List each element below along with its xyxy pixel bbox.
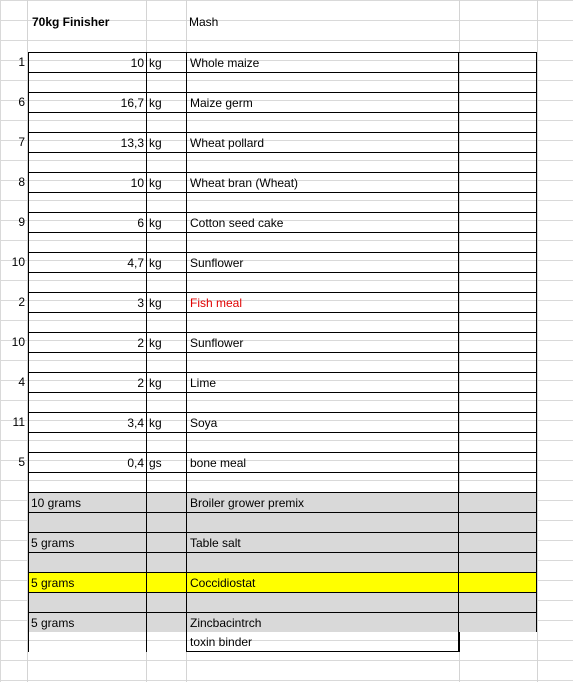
recipe-title[interactable]: 70kg Finisher xyxy=(32,15,110,29)
spacer-cell[interactable] xyxy=(186,472,459,492)
ingredient-name-cell[interactable]: Whole maize xyxy=(186,52,459,72)
ingredient-row xyxy=(0,412,573,432)
ingredient-name-cell[interactable]: Wheat pollard xyxy=(186,132,459,152)
spacer-cell[interactable] xyxy=(146,472,186,492)
spacer-cell[interactable] xyxy=(459,552,537,572)
spacer-cell[interactable] xyxy=(146,592,186,612)
header-row xyxy=(0,12,573,32)
spacer-cell[interactable] xyxy=(146,192,186,212)
spacer-cell[interactable] xyxy=(186,192,459,212)
spacer-cell[interactable] xyxy=(28,592,146,612)
unit-cell[interactable]: kg xyxy=(146,212,186,232)
spacer-cell[interactable] xyxy=(146,312,186,332)
ingredient-name-cell[interactable]: Cotton seed cake xyxy=(186,212,459,232)
spacer-cell[interactable] xyxy=(186,592,459,612)
additive-qty-cell[interactable]: 5 grams xyxy=(28,532,146,552)
spacer-cell[interactable] xyxy=(186,112,459,132)
quantity-cell[interactable]: 4,7 xyxy=(28,252,146,272)
extra-unit-cell[interactable] xyxy=(146,632,186,652)
quantity-cell[interactable]: 2 xyxy=(28,372,146,392)
spacer-row xyxy=(0,192,573,212)
ingredient-name-cell[interactable]: Fish meal xyxy=(186,292,459,312)
ingredient-name-cell[interactable]: bone meal xyxy=(186,452,459,472)
spacer-cell[interactable] xyxy=(28,432,146,452)
additive-unit-cell[interactable] xyxy=(146,532,186,552)
quantity-cell[interactable]: 0,4 xyxy=(28,452,146,472)
spacer-cell[interactable] xyxy=(459,472,537,492)
row-number[interactable]: 6 xyxy=(18,95,25,109)
spacer-cell[interactable] xyxy=(186,552,459,572)
spacer-cell[interactable] xyxy=(459,352,537,372)
ingredient-row xyxy=(0,252,573,272)
empty-cell[interactable] xyxy=(459,452,537,472)
spacer-row xyxy=(0,112,573,132)
ingredient-name-cell[interactable]: Soya xyxy=(186,412,459,432)
spacer-row xyxy=(0,152,573,172)
spacer-cell[interactable] xyxy=(28,152,146,172)
spacer-cell[interactable] xyxy=(28,552,146,572)
spacer-cell[interactable] xyxy=(459,392,537,412)
unit-cell[interactable]: kg xyxy=(146,172,186,192)
spacer-row xyxy=(0,472,573,492)
spacer-cell[interactable] xyxy=(28,512,146,532)
additive-unit-cell[interactable] xyxy=(146,572,186,592)
row-number[interactable]: 5 xyxy=(18,455,25,469)
additive-row xyxy=(0,612,573,632)
spacer-cell[interactable] xyxy=(28,312,146,332)
row-number[interactable]: 10 xyxy=(11,255,25,269)
row-number[interactable]: 9 xyxy=(18,215,25,229)
additive-name-cell[interactable]: Table salt xyxy=(186,532,459,552)
spacer-row xyxy=(0,432,573,452)
spacer-cell[interactable] xyxy=(186,152,459,172)
ingredient-row xyxy=(0,132,573,152)
additive-row xyxy=(0,572,573,592)
empty-cell[interactable] xyxy=(459,372,537,392)
spacer-cell[interactable] xyxy=(459,272,537,292)
additive-qty-cell[interactable]: 5 grams xyxy=(28,612,146,632)
spacer-cell[interactable] xyxy=(459,312,537,332)
ingredient-row xyxy=(0,332,573,352)
extra-name-cell[interactable]: toxin binder xyxy=(186,632,459,652)
ingredient-name-cell[interactable]: Wheat bran (Wheat) xyxy=(186,172,459,192)
spacer-cell[interactable] xyxy=(186,352,459,372)
additive-spacer-row xyxy=(0,552,573,572)
unit-cell[interactable]: kg xyxy=(146,252,186,272)
unit-cell[interactable]: kg xyxy=(146,92,186,112)
extra-empty-cell[interactable] xyxy=(459,632,537,652)
quantity-cell[interactable]: 13,3 xyxy=(28,132,146,152)
quantity-cell[interactable]: 2 xyxy=(28,332,146,352)
spacer-row xyxy=(0,232,573,252)
additive-name-cell[interactable]: Broiler grower premix xyxy=(186,492,459,512)
extra-row xyxy=(0,632,573,652)
empty-cell[interactable] xyxy=(459,172,537,192)
ingredient-name-cell[interactable]: Sunflower xyxy=(186,252,459,272)
unit-cell[interactable]: kg xyxy=(146,332,186,352)
ingredient-row xyxy=(0,172,573,192)
spacer-row xyxy=(0,272,573,292)
ingredient-name-cell[interactable]: Sunflower xyxy=(186,332,459,352)
ingredient-row xyxy=(0,452,573,472)
spacer-cell[interactable] xyxy=(146,512,186,532)
additive-row xyxy=(0,492,573,512)
empty-cell[interactable] xyxy=(459,412,537,432)
row-number[interactable]: 1 xyxy=(18,55,25,69)
ingredient-row xyxy=(0,372,573,392)
additive-name-cell[interactable]: Zincbacintrch xyxy=(186,612,459,632)
spacer-cell[interactable] xyxy=(459,232,537,252)
unit-cell[interactable]: kg xyxy=(146,372,186,392)
spacer-cell[interactable] xyxy=(186,272,459,292)
quantity-cell[interactable]: 16,7 xyxy=(28,92,146,112)
ingredient-name-cell[interactable]: Maize germ xyxy=(186,92,459,112)
empty-cell[interactable] xyxy=(459,292,537,312)
spacer-cell[interactable] xyxy=(146,112,186,132)
ingredient-row xyxy=(0,92,573,112)
additive-unit-cell[interactable] xyxy=(146,612,186,632)
additive-spacer-row xyxy=(0,592,573,612)
spacer-row xyxy=(0,352,573,372)
spacer-cell[interactable] xyxy=(459,152,537,172)
spacer-cell[interactable] xyxy=(146,392,186,412)
quantity-cell[interactable]: 6 xyxy=(28,212,146,232)
spacer-cell[interactable] xyxy=(146,352,186,372)
additive-empty-cell[interactable] xyxy=(459,492,537,512)
empty-cell[interactable] xyxy=(459,132,537,152)
spacer-cell[interactable] xyxy=(186,512,459,532)
empty-cell[interactable] xyxy=(459,92,537,112)
spacer-cell[interactable] xyxy=(28,392,146,412)
ingredient-row xyxy=(0,292,573,312)
spacer-cell[interactable] xyxy=(28,112,146,132)
spacer-cell[interactable] xyxy=(459,432,537,452)
spacer-cell[interactable] xyxy=(186,72,459,92)
additive-empty-cell[interactable] xyxy=(459,532,537,552)
empty-cell[interactable] xyxy=(459,332,537,352)
quantity-cell[interactable]: 3,4 xyxy=(28,412,146,432)
row-number[interactable]: 2 xyxy=(18,295,25,309)
row-number[interactable]: 7 xyxy=(18,135,25,149)
spacer-cell[interactable] xyxy=(459,192,537,212)
spacer-row xyxy=(0,312,573,332)
spacer-row xyxy=(0,72,573,92)
spacer-cell[interactable] xyxy=(459,592,537,612)
unit-cell[interactable]: kg xyxy=(146,52,186,72)
row-number[interactable]: 4 xyxy=(18,375,25,389)
spacer-cell[interactable] xyxy=(186,312,459,332)
additive-row xyxy=(0,532,573,552)
additive-qty-cell[interactable]: 10 grams xyxy=(28,492,146,512)
ingredient-name-cell[interactable]: Lime xyxy=(186,372,459,392)
additive-name-cell[interactable]: Coccidiostat xyxy=(186,572,459,592)
spacer-cell[interactable] xyxy=(146,432,186,452)
spacer-cell[interactable] xyxy=(459,72,537,92)
additive-empty-cell[interactable] xyxy=(459,572,537,592)
feed-type[interactable]: Mash xyxy=(189,15,219,29)
unit-cell[interactable]: kg xyxy=(146,412,186,432)
spacer-cell[interactable] xyxy=(28,192,146,212)
spacer-cell[interactable] xyxy=(186,432,459,452)
spacer-cell[interactable] xyxy=(146,552,186,572)
unit-cell[interactable]: kg xyxy=(146,292,186,312)
spacer-cell[interactable] xyxy=(146,152,186,172)
spacer-cell[interactable] xyxy=(28,272,146,292)
quantity-cell[interactable]: 10 xyxy=(28,172,146,192)
empty-cell[interactable] xyxy=(459,252,537,272)
spacer-cell[interactable] xyxy=(459,512,537,532)
spacer-cell[interactable] xyxy=(186,392,459,412)
additive-qty-cell[interactable]: 5 grams xyxy=(28,572,146,592)
spacer-cell[interactable] xyxy=(459,112,537,132)
additive-unit-cell[interactable] xyxy=(146,492,186,512)
extra-qty-cell[interactable] xyxy=(28,632,146,652)
ingredient-row xyxy=(0,52,573,72)
additive-empty-cell[interactable] xyxy=(459,612,537,632)
unit-cell[interactable]: gs xyxy=(146,452,186,472)
quantity-cell[interactable]: 3 xyxy=(28,292,146,312)
spacer-cell[interactable] xyxy=(146,272,186,292)
row-number[interactable]: 8 xyxy=(18,175,25,189)
spacer-row xyxy=(0,392,573,412)
spacer-cell[interactable] xyxy=(146,72,186,92)
unit-cell[interactable]: kg xyxy=(146,132,186,152)
quantity-cell[interactable]: 10 xyxy=(28,52,146,72)
spacer-cell[interactable] xyxy=(186,232,459,252)
ingredient-row xyxy=(0,212,573,232)
spacer-cell[interactable] xyxy=(146,232,186,252)
spacer-cell[interactable] xyxy=(28,352,146,372)
spacer-cell[interactable] xyxy=(28,232,146,252)
empty-cell[interactable] xyxy=(459,212,537,232)
row-number[interactable]: 11 xyxy=(12,415,25,429)
spacer-cell[interactable] xyxy=(28,472,146,492)
row-number[interactable]: 10 xyxy=(11,335,25,349)
spacer-cell[interactable] xyxy=(28,72,146,92)
empty-cell[interactable] xyxy=(459,52,537,72)
additive-spacer-row xyxy=(0,512,573,532)
